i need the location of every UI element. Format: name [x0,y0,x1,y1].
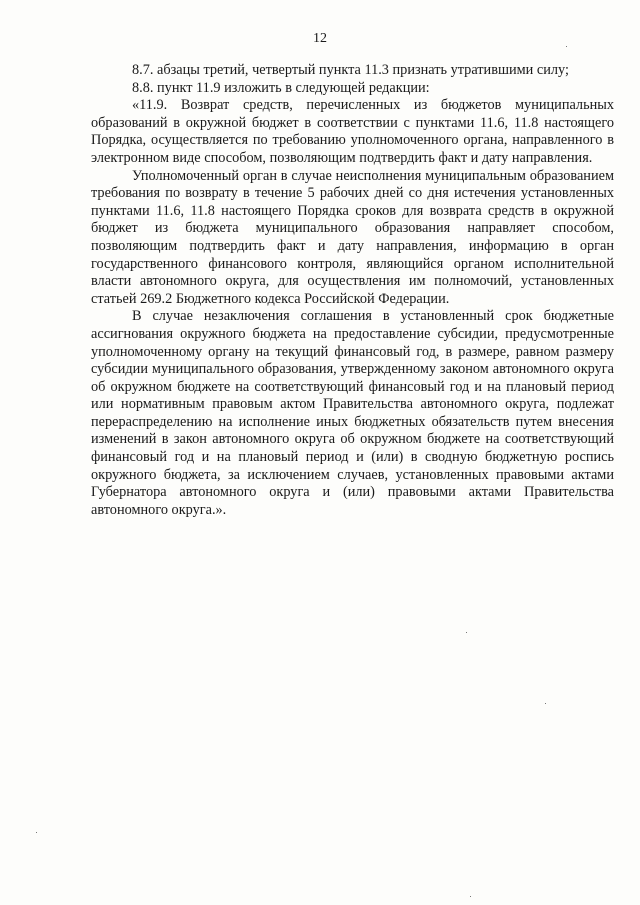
scan-speck [466,632,467,633]
scan-speck [545,703,546,704]
scan-speck [36,832,37,833]
page-number: 12 [313,31,327,46]
document-body [91,62,614,519]
scan-speck [566,46,567,47]
paragraph-8-8: 8.8. пункт 11.9 изложить в следующей редакции: [132,79,430,96]
paragraph-agreement-failure: В случае незаключения соглашения в установленный срок бюджетные ассигнования окружного бюджета на предоставление субсидии, предусмотренные уполномоченному органу на текущий финансовый год, в размере, равном размеру субсидии муниципального образования, утвержденному законом автономного округа об окружном бюджете на соответствующий финансовый год и на плановый период или нормативным правовым актом Правительства автономного округа, подлежат перераспределению на исполнение иных бюджетных обязательств путем внесения изменений в закон автономного округа об окружном бюджете на соответствующий финансовый год и на плановый период и (или) в сводную бюджетную роспись окружного бюджета, за исключением случаев, установленных правовыми актами Губернатора автономного округа и (или) правовыми актами Правительства автономного округа.». [91,308,614,518]
paragraph-authorized-body: Уполномоченный орган в случае неисполнения муниципальным образованием требования по возврату в течение 5 рабочих дней со дня истечения установленных пунктами 11.6, 11.8 настоящего Порядка сроков для возврата средств в окружной бюджет из бюджета муниципального образования направляет способом, позволяющим подтвердить факт и дату направления, информацию в орган государственного финансового контроля, являющийся органом исполнительной власти автономного округа, для осуществления им полномочий, установленных статьей 269.2 Бюджетного кодекса Российской Федерации. [91,167,614,307]
paragraph-11-9: «11.9. Возврат средств, перечисленных из бюджетов муниципальных образований в окружной бюджет в соответствии с пунктами 11.6, 11.8 настоящего Порядка, осуществляется по требованию уполномоченного органа, направленного в электронном виде способом, позволяющим подтвердить факт и дату направления. [91,97,614,166]
paragraph-8-7: 8.7. абзацы третий, четвертый пункта 11.3 признать утратившими силу; [132,62,569,78]
scan-speck [470,896,471,897]
